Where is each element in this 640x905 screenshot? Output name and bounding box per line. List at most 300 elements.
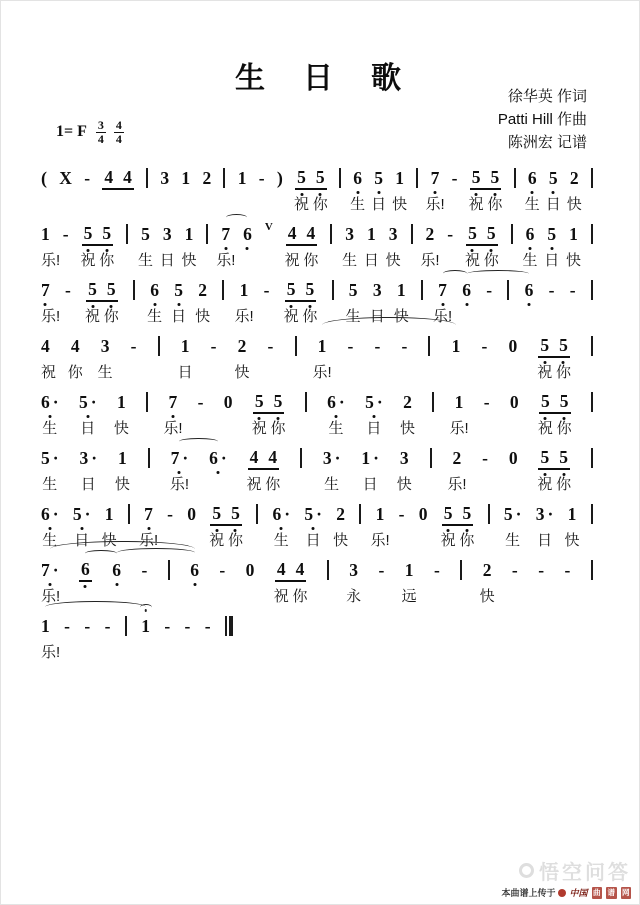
- note-digit: 3: [345, 224, 355, 244]
- note-token: [559, 447, 568, 467]
- barline: [146, 392, 148, 412]
- duration-dash: -: [378, 559, 385, 580]
- notation-row: [41, 559, 593, 581]
- note-token: [224, 392, 233, 412]
- lyric-syllable: 快: [113, 420, 129, 437]
- note-token: [345, 224, 354, 244]
- note-token: [160, 168, 169, 188]
- lyric-syllable: 乐!: [41, 644, 61, 661]
- lyric-syllable: 日: [305, 532, 321, 549]
- note-digit: 2: [425, 224, 435, 244]
- note-token: [296, 559, 305, 579]
- note-token: [373, 280, 382, 300]
- notation-row: [41, 223, 593, 245]
- lyric-syllable: 祝: [537, 476, 553, 493]
- note-token: [212, 503, 221, 523]
- duration-dash: -: [263, 279, 270, 300]
- music-line: [41, 437, 593, 493]
- lyric-syllable: 日: [80, 420, 96, 437]
- note-digit: 5: [315, 166, 325, 187]
- note-token: [353, 168, 362, 188]
- note-token: [491, 167, 500, 187]
- lyric-syllable: 你: [556, 476, 572, 493]
- note-digit: 6: [81, 558, 90, 579]
- barline: [421, 280, 423, 300]
- lyric-syllable: 生: [345, 308, 361, 325]
- lyric-syllable: 乐!: [169, 476, 190, 493]
- note-digit: 4: [295, 558, 305, 579]
- lyric-syllable: 你: [483, 252, 499, 269]
- lyric-syllable: 祝: [440, 532, 456, 549]
- music-line: [41, 493, 593, 549]
- note-digit: 5: [490, 166, 500, 187]
- note-token: [105, 504, 114, 524]
- note-token: [395, 168, 404, 188]
- note-token: [41, 504, 59, 524]
- lyric-syllable: 祝: [80, 252, 96, 269]
- note-digit: 7: [41, 280, 50, 300]
- note-digit: 5: [72, 504, 82, 524]
- note-digit: 5: [83, 222, 93, 243]
- lyric-syllable: 乐!: [312, 364, 332, 381]
- barline: [460, 560, 462, 580]
- note-digit: 4: [104, 166, 114, 187]
- barline: [359, 504, 361, 524]
- note-digit: 1: [395, 168, 405, 188]
- note-token: [240, 280, 249, 300]
- note-digit: 5: [548, 168, 558, 188]
- barline: [158, 336, 160, 356]
- duration-dash: -: [219, 559, 226, 580]
- duration-dash: -: [104, 615, 111, 636]
- barline: [339, 168, 341, 188]
- note-token: [150, 280, 159, 300]
- note-token: [174, 280, 183, 300]
- note-token: [272, 504, 290, 524]
- note-digit: 5: [503, 504, 513, 524]
- note-token: [168, 392, 177, 412]
- note-digit: 0: [508, 448, 518, 468]
- note-token: [104, 167, 113, 187]
- beam-group: [538, 447, 570, 470]
- beam-group: [275, 559, 307, 582]
- lyric-syllable: 祝: [294, 196, 310, 213]
- lyric-syllable: 你: [292, 588, 308, 605]
- augmentation-dot: ·: [91, 448, 98, 468]
- breath-mark-icon: V: [264, 221, 273, 233]
- note-token: [483, 560, 492, 580]
- note-token: [190, 560, 199, 580]
- lyric-syllable: 日: [363, 252, 379, 269]
- augmentation-dot: ·: [84, 504, 91, 524]
- note-digit: 3: [535, 504, 545, 524]
- page-title: 生 日 歌: [235, 62, 405, 95]
- note-digit: 5: [462, 502, 472, 523]
- note-digit: 6: [527, 168, 537, 188]
- beam-group: [466, 223, 498, 246]
- note-token: [123, 167, 132, 187]
- note-token: [41, 616, 50, 636]
- note-token: [376, 504, 385, 524]
- note-digit: 6: [150, 280, 159, 300]
- duration-dash: -: [164, 615, 171, 636]
- note-token: [144, 504, 153, 524]
- duration-dash: -: [433, 559, 440, 580]
- notation-row: [41, 447, 593, 469]
- parenthesis: ): [276, 167, 283, 188]
- duration-dash: -: [374, 335, 381, 356]
- note-digit: 5: [102, 222, 112, 243]
- credit-transcriber: 陈洲宏 记谱: [507, 134, 587, 151]
- note-digit: 6: [112, 560, 121, 580]
- lyric-syllable: 快: [564, 532, 580, 549]
- note-digit: 1: [239, 280, 249, 300]
- site-name-box: 曲: [593, 888, 601, 897]
- note-digit: 5: [559, 334, 568, 355]
- note-token: [71, 336, 80, 356]
- barline: [416, 168, 418, 188]
- lyrics-row: [41, 417, 593, 437]
- note-digit: 5: [540, 334, 550, 355]
- duration-dash: -: [447, 223, 454, 244]
- note-digit: 3: [100, 336, 110, 356]
- note-digit: 5: [106, 278, 116, 299]
- augmentation-dot: ·: [52, 560, 59, 580]
- note-digit: 5: [541, 390, 550, 411]
- note-digit: 6: [41, 392, 50, 412]
- note-token: [536, 504, 554, 524]
- note-digit: 6: [190, 560, 199, 580]
- note-digit: 1: [104, 504, 114, 524]
- note-digit: 5: [78, 392, 88, 412]
- note-token: [528, 168, 537, 188]
- note-token: [455, 392, 464, 412]
- note-digit: 7: [41, 560, 50, 580]
- note-token: [238, 168, 247, 188]
- key-tonic: 1= F: [56, 123, 87, 141]
- duration-dash: -: [511, 559, 518, 580]
- lyric-syllable: 生: [524, 196, 540, 213]
- note-token: [569, 224, 578, 244]
- augmentation-dot: ·: [284, 504, 291, 524]
- lyric-syllable: 日: [544, 252, 560, 269]
- barline: [591, 336, 593, 356]
- note-digit: 3: [322, 448, 332, 468]
- note-token: [238, 336, 247, 356]
- note-token: [403, 392, 412, 412]
- lyric-syllable: 生: [97, 364, 113, 381]
- barline: [488, 504, 490, 524]
- lyric-syllable: 乐!: [163, 420, 183, 437]
- note-token: [41, 336, 50, 356]
- duration-dash: -: [483, 391, 490, 412]
- note-digit: 0: [223, 392, 233, 412]
- notation-row: [41, 279, 593, 301]
- notation-row: [41, 391, 593, 413]
- note-token: [426, 224, 435, 244]
- barline: [148, 448, 150, 468]
- note-digit: 5: [348, 280, 358, 300]
- note-token: [81, 559, 90, 579]
- note-token: [84, 223, 93, 243]
- lyric-syllable: 乐!: [433, 308, 453, 325]
- note-token: [209, 448, 227, 468]
- barline: [591, 504, 593, 524]
- barline: [133, 280, 135, 300]
- note-digit: 3: [372, 280, 382, 300]
- note-token: [504, 504, 522, 524]
- slur-arc: [85, 550, 116, 557]
- note-token: [316, 167, 325, 187]
- lyric-syllable: 祝: [209, 532, 225, 549]
- meter-denominator: 4: [115, 131, 122, 146]
- note-token: [41, 224, 50, 244]
- note-digit: 5: [297, 166, 306, 187]
- note-digit: X: [59, 168, 72, 188]
- note-token: [374, 168, 383, 188]
- lyric-syllable: 日: [177, 364, 193, 381]
- note-digit: 0: [187, 504, 197, 524]
- lyric-syllable: 生: [324, 476, 340, 493]
- note-digit: 4: [287, 222, 297, 243]
- lyric-syllable: 祝: [246, 476, 262, 493]
- note-token: [487, 223, 496, 243]
- lyrics-row: [41, 193, 593, 213]
- note-token: [438, 280, 447, 300]
- lyric-syllable: 乐!: [216, 252, 236, 269]
- note-digit: 4: [70, 336, 80, 356]
- lyrics-row: [41, 641, 593, 661]
- note-digit: 2: [403, 392, 412, 412]
- lyric-syllable: 永: [346, 588, 362, 605]
- note-digit: 7: [430, 168, 440, 188]
- lyric-syllable: 祝: [41, 364, 57, 381]
- beam-group: [210, 503, 242, 526]
- beam-group: [538, 335, 570, 358]
- note-token: [560, 391, 569, 411]
- augmentation-dot: ·: [52, 448, 59, 468]
- meter-numerator: 4: [115, 118, 122, 132]
- note-token: [287, 279, 296, 299]
- note-digit: 0: [509, 392, 519, 412]
- note-digit: 6: [524, 280, 534, 300]
- lyric-syllable: 快: [385, 252, 401, 269]
- beam-group: [286, 223, 318, 246]
- credit-composer: Patti Hill 作曲: [497, 111, 587, 128]
- note-digit: 1: [375, 504, 385, 524]
- note-digit: 7: [438, 280, 447, 300]
- barline: [591, 392, 593, 412]
- note-digit: 7: [144, 504, 153, 524]
- note-token: [297, 167, 306, 187]
- lyric-syllable: 生: [42, 532, 58, 549]
- note-digit: 6: [272, 504, 282, 524]
- note-token: [568, 504, 577, 524]
- note-digit: 3: [79, 448, 89, 468]
- note-digit: 5: [174, 280, 183, 300]
- fermata-icon: [144, 609, 147, 612]
- note-token: [525, 280, 534, 300]
- watermark-caption: [501, 886, 631, 899]
- lyric-syllable: 日: [171, 308, 187, 325]
- note-token: [198, 280, 207, 300]
- lyric-syllable: 乐!: [41, 308, 61, 325]
- lyric-syllable: 乐!: [425, 196, 445, 213]
- lyric-syllable: 快: [399, 420, 415, 437]
- barline: [591, 560, 593, 580]
- note-token: [181, 168, 190, 188]
- note-token: [336, 504, 345, 524]
- augmentation-dot: ·: [90, 392, 97, 412]
- score: [41, 157, 593, 661]
- barline: [128, 504, 130, 524]
- music-line: [41, 213, 593, 269]
- key-signature: [56, 119, 124, 145]
- note-token: [318, 336, 327, 356]
- duration-dash: -: [184, 615, 191, 636]
- note-digit: 1: [361, 448, 371, 468]
- lyric-syllable: 生: [137, 252, 153, 269]
- note-digit: 6: [41, 504, 50, 524]
- lyric-syllable: 快: [565, 252, 581, 269]
- site-name-box: 网: [622, 888, 630, 897]
- beam-group: [79, 559, 92, 582]
- note-digit: 0: [418, 504, 428, 524]
- lyric-syllable: 乐!: [41, 252, 61, 269]
- duration-dash: -: [267, 335, 274, 356]
- lyric-syllable: 祝: [283, 308, 299, 325]
- lyric-syllable: 你: [99, 252, 115, 269]
- barline: [126, 224, 128, 244]
- note-token: [88, 279, 97, 299]
- lyric-syllable: 生: [42, 420, 58, 437]
- watermark-caption-text: 本曲谱上传于: [501, 888, 556, 898]
- slur-arc: [443, 270, 467, 277]
- note-digit: 1: [41, 616, 50, 636]
- note-digit: 5: [41, 448, 50, 468]
- lyric-syllable: 祝: [468, 196, 484, 213]
- lyric-syllable: 乐!: [139, 532, 159, 549]
- note-digit: 5: [559, 446, 568, 467]
- lyric-syllable: 你: [555, 364, 571, 381]
- lyric-syllable: 日: [545, 196, 561, 213]
- music-line: [41, 605, 593, 661]
- site-name: 中国: [569, 888, 588, 898]
- augmentation-dot: ·: [52, 504, 59, 524]
- lyrics-row: [41, 529, 593, 549]
- note-digit: 5: [286, 278, 296, 299]
- note-digit: 3: [388, 224, 398, 244]
- lyric-syllable: 你: [265, 476, 281, 493]
- lyric-syllable: 你: [312, 196, 328, 213]
- note-digit: 2: [569, 168, 579, 188]
- music-line: [41, 381, 593, 437]
- note-digit: 6: [462, 280, 471, 300]
- note-token: [59, 168, 72, 188]
- lyric-syllable: 你: [103, 308, 119, 325]
- beam-group: [102, 167, 134, 190]
- barline: [206, 224, 208, 244]
- barline: [295, 336, 297, 356]
- note-token: [540, 335, 549, 355]
- note-token: [444, 503, 453, 523]
- lyric-syllable: 日: [369, 308, 385, 325]
- note-token: [323, 448, 341, 468]
- meter-numerator: 3: [97, 118, 104, 132]
- note-digit: 7: [221, 224, 231, 244]
- note-token: [400, 448, 409, 468]
- lyric-syllable: 快: [333, 532, 349, 549]
- note-digit: 1: [404, 560, 414, 580]
- note-digit: 1: [141, 616, 150, 636]
- note-digit: 5: [273, 390, 283, 411]
- meter-denominator: 4: [97, 131, 104, 146]
- note-token: [431, 168, 440, 188]
- note-token: [541, 391, 550, 411]
- note-token: [41, 448, 59, 468]
- barline: [223, 168, 225, 188]
- lyric-syllable: 快: [195, 308, 211, 325]
- barline: [432, 392, 434, 412]
- duration-dash: -: [548, 279, 555, 300]
- note-token: [118, 448, 127, 468]
- note-digit: 5: [254, 390, 264, 411]
- note-token: [508, 336, 517, 356]
- barline: [125, 616, 127, 636]
- note-digit: 4: [123, 166, 132, 187]
- augmentation-dot: ·: [220, 448, 227, 468]
- note-digit: 4: [249, 446, 259, 467]
- watermark-logo-icon: [519, 863, 534, 878]
- lyric-syllable: 祝: [537, 420, 553, 437]
- lyric-syllable: 生: [273, 532, 289, 549]
- note-token: [79, 392, 97, 412]
- note-token: [73, 504, 91, 524]
- barline: [591, 448, 593, 468]
- lyric-syllable: 祝: [251, 420, 267, 437]
- barline: [229, 616, 233, 636]
- note-token: [277, 559, 286, 579]
- lyric-syllable: 快: [101, 532, 117, 549]
- note-token: [559, 335, 568, 355]
- barline: [514, 168, 516, 188]
- augmentation-dot: ·: [338, 392, 345, 412]
- note-digit: 1: [451, 336, 461, 356]
- note-digit: 5: [304, 504, 314, 524]
- note-token: [141, 224, 150, 244]
- note-token: [171, 448, 189, 468]
- lyric-syllable: 你: [303, 252, 319, 269]
- note-digit: 1: [180, 336, 190, 356]
- note-digit: 7: [168, 392, 178, 412]
- note-digit: 1: [181, 168, 191, 188]
- lyric-syllable: 祝: [284, 252, 300, 269]
- note-token: [187, 504, 196, 524]
- note-digit: 6: [353, 168, 362, 188]
- note-token: [452, 448, 461, 468]
- note-digit: 1: [396, 280, 406, 300]
- lyric-syllable: 祝: [537, 364, 553, 381]
- music-line: [41, 269, 593, 325]
- note-token: [268, 447, 277, 467]
- lyric-syllable: 快: [392, 196, 408, 213]
- lyric-syllable: 生: [328, 420, 344, 437]
- beam-group: [285, 279, 317, 302]
- watermark: [501, 856, 631, 899]
- duration-dash: -: [167, 503, 173, 524]
- lyric-syllable: 日: [366, 420, 382, 437]
- note-token: [102, 223, 111, 243]
